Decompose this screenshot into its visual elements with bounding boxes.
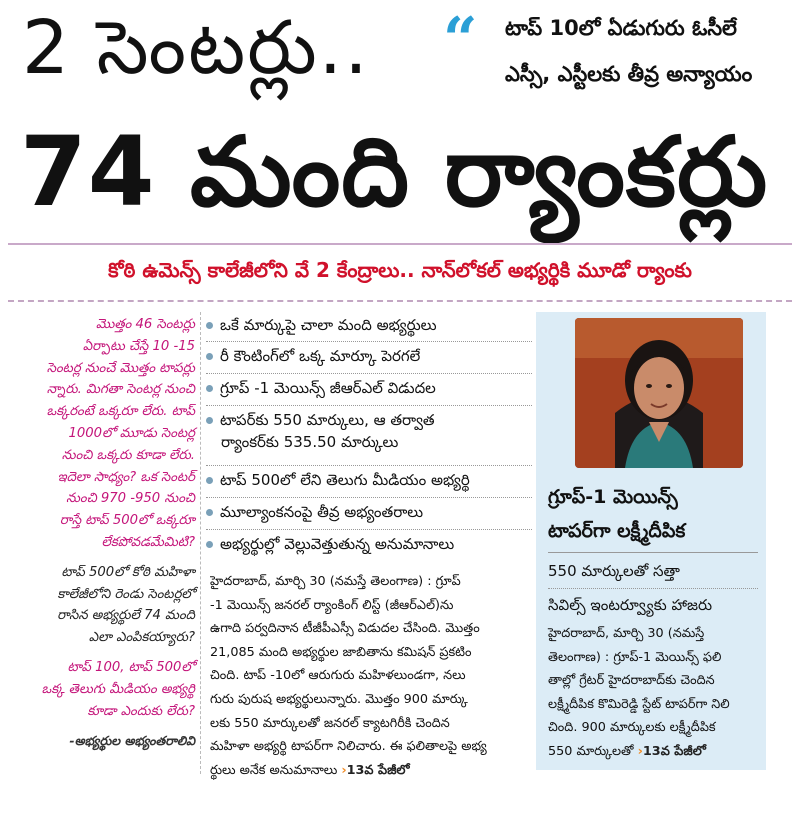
text-line: మొత్తం 46 సెంటర్లు: [95, 317, 195, 332]
text-line: మహిళా అభ్యర్థి టాపర్‌గా నిలిచారు. ఈ ఫలితాలపై అభ్య: [210, 739, 487, 755]
divider: [206, 529, 532, 530]
article-body: [210, 570, 526, 782]
question-block-1: [12, 314, 195, 554]
text-line: ఎలా ఎంపికయ్యారు?: [88, 630, 195, 646]
kicker-line-2: ఎస్సీ, ఎస్టీలకు తీవ్ర అన్యాయం: [505, 62, 753, 86]
bullet-icon: [206, 322, 213, 329]
portrait-image-icon: [575, 318, 743, 468]
headline-line-2: 74 మంది ర్యాంకర్లు: [20, 116, 769, 228]
text-line: రాసిన అభ్యర్థులే 74 మంది: [57, 608, 195, 624]
text-line: టాప్ 100, టాప్ 500లో: [67, 659, 195, 675]
bullet-icon: [206, 417, 213, 424]
divider: [206, 341, 532, 342]
text-line: ఇదెలా సాధ్యం? ఒక సెంటర్: [57, 469, 195, 485]
bullet-item: టాప్ 500లో లేని తెలుగు మీడియం అభ్యర్థి: [206, 469, 536, 491]
bullet-item: గ్రూప్ -1 మెయిన్స్ జీఆర్ఎల్ విడుదల: [206, 377, 536, 399]
text-line: లేకపోవడమేమిటి?: [101, 534, 195, 550]
divider: [548, 552, 758, 553]
text-line: చింది. 900 మార్కులకు లక్ష్మీదీపిక: [548, 720, 716, 736]
text-line: న్నారు. మిగతా సెంటర్ల నుంచి: [46, 382, 195, 398]
text-line: టాప్ 500లో కోఠి మహిళా: [61, 564, 195, 580]
text-line: 1000లో మూడు సెంటర్ల: [68, 425, 195, 441]
panel-headline-2: టాపర్‌గా లక్ష్మీదీపిక: [548, 520, 686, 542]
bullet-item: అభ్యర్థుల్లో వెల్లువెత్తుతున్న అనుమానాలు: [206, 533, 536, 555]
divider: [206, 465, 532, 466]
bullet-item: రీ కౌంటింగ్‌లో ఒక్క మార్కూ పెరగలే: [206, 345, 536, 367]
subheadline: కోఠి ఉమెన్స్ కాలేజీలోని వే 2 కేంద్రాలు.. నాన్‌లోకల్ అభ్యర్థికి మూడో ర్యాంకు: [108, 258, 692, 282]
text-line: -1 మెయిన్స్ జనరల్ ర్యాంకింగ్ లిస్ట్ (జీఆర్ఎల్)ను: [210, 597, 454, 613]
text-line: ఏర్పాటు చేస్తే 10 -15: [82, 338, 195, 354]
text-line: చింది. టాప్ -10లో ఆరుగురు మహిళలుండగా, నలు: [210, 668, 466, 684]
panel-headline-1: గ్రూప్-1 మెయిన్స్: [548, 486, 678, 508]
text-line: లకు 550 మార్కులతో జనరల్ క్యాటగిరీకి చెందిన: [210, 715, 450, 731]
text-line: సెంటర్ల నుంచే మొత్తం టాపర్లు: [46, 360, 195, 376]
question-block-3: [12, 657, 195, 722]
headline-line-1: 2 సెంటర్లు..: [22, 5, 370, 91]
text-line: 550 మార్కులతో ›13వ పేజీలో: [548, 743, 706, 759]
text-line: కూడా ఎందుకు లేరు?: [87, 703, 195, 719]
panel-body: [548, 622, 760, 764]
text-line: కాలేజీలోని రెండు సెంటర్లలో: [57, 586, 195, 602]
bullet-icon: [206, 541, 213, 548]
divider: [548, 588, 758, 589]
bullet-icon: [206, 477, 213, 484]
text-line: గురు పురుష అభ్యర్థులున్నారు. మొత్తం 900 మార్కు: [210, 691, 468, 707]
text-line: ర్థులు అనేక అనుమానాలు ›13వ పేజీలో: [210, 762, 410, 778]
text-line: లక్ష్మీదీపిక కొమిరెడ్డి స్టేట్ టాపర్‌గా నిలి: [548, 696, 730, 712]
bullet-item: మూల్యాంకనంపై తీవ్ర అభ్యంతరాలు: [206, 501, 536, 523]
panel-subheadline-1: 550 మార్కులతో సత్తా: [548, 562, 680, 580]
text-line: హైదరాబాద్, మార్చి 30 (నమస్తే: [548, 626, 705, 641]
bullet-icon: [206, 353, 213, 360]
arrow-icon: ›: [341, 762, 347, 778]
text-line: నుంచి ఒక్కరు కూడా లేరు.: [61, 447, 195, 463]
text-line: తాల్లో గ్రేటర్ హైదరాబాద్‌కు చెందిన: [548, 673, 715, 689]
column-divider: [200, 312, 201, 774]
divider: [8, 243, 792, 245]
text-line: రాస్తే టాప్ 500లో ఒక్కరూ: [59, 513, 195, 529]
text-line: నుంచి 970 -950 నుంచి: [66, 491, 195, 507]
divider: [206, 497, 532, 498]
text-line: 21,085 మంది అభ్యర్థుల జాబితాను కమిషన్ ప్రకటిం: [210, 644, 472, 660]
text-line: ఉగాది పర్వదినాన టీజీపీఎస్సీ విడుదల చేసింది. మొత్తం: [210, 621, 480, 637]
divider: [206, 373, 532, 374]
text-line: ఒక్కరంటే ఒక్కరూ లేరు. టాప్: [46, 404, 195, 420]
bullet-item: టాపర్‌కు 550 మార్కులు, ఆ తర్వాత ర్యాంకర్‌కు 535.50 మార్కులు: [206, 409, 536, 453]
question-block-2: [12, 562, 195, 649]
left-column-questions: [12, 314, 195, 752]
arrow-icon: ›: [637, 743, 643, 759]
text-line: హైదరాబాద్, మార్చి 30 (నమస్తే తెలంగాణ) : గ్రూప్: [210, 574, 461, 589]
quote-mark-icon: “: [443, 5, 478, 75]
text-line: ఒక్క తెలుగు మీడియం అభ్యర్థి: [41, 681, 195, 697]
bullet-icon: [206, 509, 213, 516]
continued-link[interactable]: 13వ పేజీలో: [346, 762, 410, 778]
bullet-item: ఒకే మార్కుపై చాలా మంది అభ్యర్థులు: [206, 314, 536, 336]
divider: [206, 405, 532, 406]
divider: [8, 300, 792, 302]
bullet-icon: [206, 385, 213, 392]
text-line: తెలంగాణ) : గ్రూప్-1 మెయిన్స్ ఫలి: [548, 649, 722, 665]
portrait-photo: [575, 318, 743, 468]
kicker-line-1: టాప్ 10లో ఏడుగురు ఓసీలే: [505, 16, 737, 40]
continued-link[interactable]: 13వ పేజీలో: [642, 743, 706, 759]
panel-subheadline-2: సివిల్స్ ఇంటర్వ్యూకు హాజరు: [548, 596, 713, 614]
signature: -అభ్యర్థుల అభ్యంతరాలివి: [69, 733, 195, 749]
